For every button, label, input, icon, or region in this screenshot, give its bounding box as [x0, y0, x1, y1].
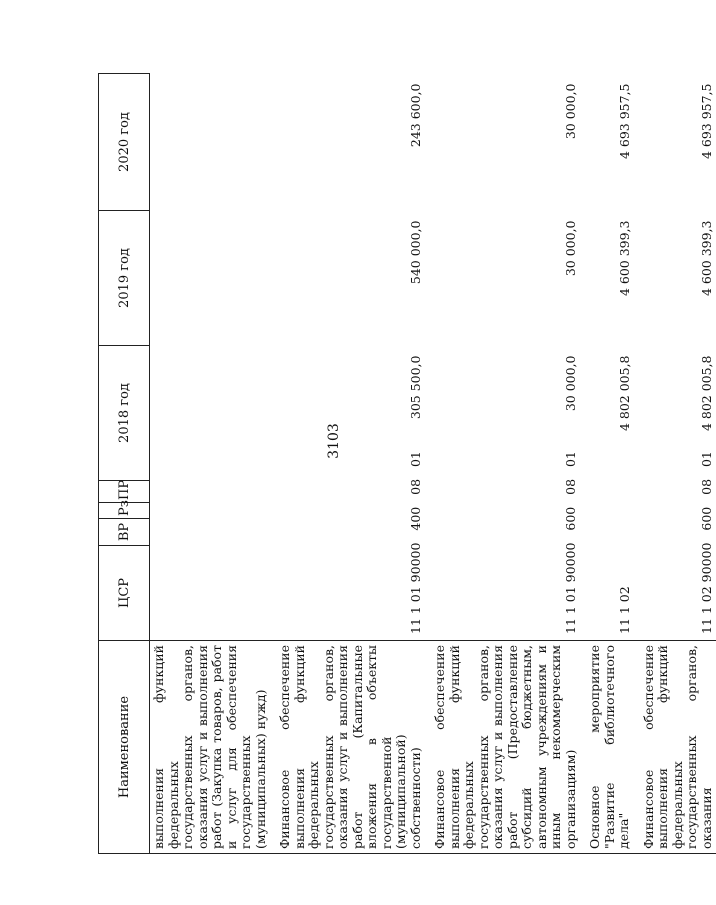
table-row: [150, 74, 271, 854]
budget-table: [98, 73, 716, 854]
row-2019: [150, 211, 271, 346]
header-2018: 2018 год: [99, 346, 150, 481]
row-2019: 30 000,0: [563, 220, 578, 277]
header-rz: Рз: [99, 503, 150, 519]
row-codes: [150, 481, 271, 641]
row-name: Финансовое обеспечение выполнения функций федеральных государственных органов, оказания услуг и выполнения работ (Предоставление субсидий бюджетным, автономным учреждениям и иным некоммерческим организациям): [425, 641, 580, 854]
row-name: Финансовое обеспечение выполнения функций федеральных государственных органов, оказания услуг и выполнения работ (Капитальные вложения в объекты государственной (муниципальной) собственности): [270, 641, 425, 854]
table-row: [580, 74, 634, 854]
row-2018: 305 500,0: [408, 355, 423, 420]
row-codes: 11 1 02: [616, 586, 632, 634]
row-2018: 4 802 005,8: [616, 355, 632, 432]
table-row: [270, 74, 425, 854]
header-csr: ЦСР: [99, 546, 150, 641]
row-2020: 4 693 957,5: [699, 83, 714, 160]
table-row: [634, 74, 716, 854]
row-name: Финансовое обеспечение выполнения функций федеральных государственных органов, оказания: [634, 641, 716, 854]
row-2020: [150, 74, 271, 211]
row-2019: 540 000,0: [408, 220, 423, 285]
row-2018: [150, 346, 271, 481]
header-pr: ПР: [99, 481, 150, 503]
header-name: Наименование: [99, 641, 150, 854]
row-2019: 4 600 399,3: [616, 220, 632, 297]
row-codes: 11 1 02 90000 600 08 01: [699, 451, 714, 634]
header-vr: ВР: [99, 519, 150, 546]
row-name: выполнения функций федеральных государственных органов, оказания услуг и выполнения работ (Закупка товаров, работ и услуг для обеспечения государственных (муниципальных) нужд): [150, 641, 271, 854]
row-codes: 11 1 01 90000 600 08 01: [563, 451, 578, 634]
row-codes: 11 1 01 90000 400 08 01: [408, 451, 423, 634]
table-row: [425, 74, 580, 854]
table-header-row: [99, 74, 150, 854]
row-2020: 30 000,0: [563, 83, 578, 140]
budget-table-rotated: [98, 74, 714, 854]
row-2020: 243 600,0: [408, 83, 423, 148]
header-2019: 2019 год: [99, 211, 150, 346]
row-name: Основное мероприятие "Развитие библиотечного дела": [580, 641, 634, 854]
row-2019: 4 600 399,3: [699, 220, 714, 297]
header-2020: 2020 год: [99, 74, 150, 211]
row-2020: 4 693 957,5: [616, 83, 632, 160]
page-number: 3103: [325, 423, 342, 459]
row-2018: 4 802 005,8: [699, 355, 714, 432]
row-2018: 30 000,0: [563, 355, 578, 412]
